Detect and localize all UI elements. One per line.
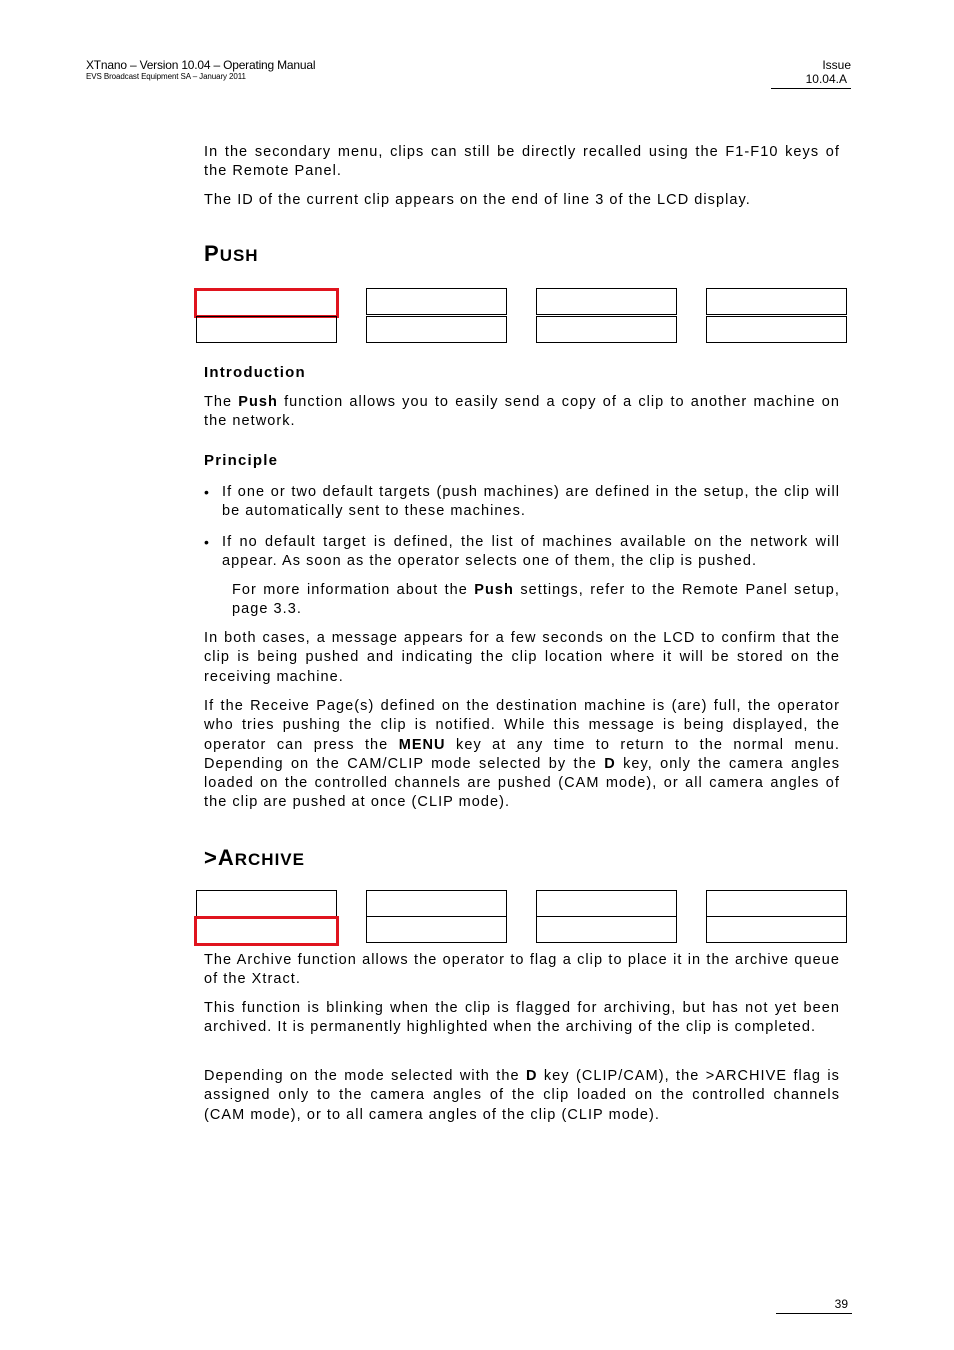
key-push-selected xyxy=(194,288,339,318)
key-r2c3 xyxy=(536,916,677,943)
key-archive-selected xyxy=(194,916,339,946)
receive-page-paragraph: If the Receive Page(s) defined on the destination machine is (are) full, the operator who tries pushing the clip is notified. While this message is being displayed, the operator can press the MENU key at any time to return to the normal menu. Depending on the CAM/CLIP mode selected by the D key, only the camera angles loaded on the controlled channels are pushed (CAM mode), or all camera angles of the clip are pushed at once (CLIP mode). xyxy=(204,698,840,811)
principle-subheading: Principle xyxy=(204,452,279,469)
bullet-item-1: • If one or two default targets (push machines) are defined in the setup, the clip will be automatically sent to these machines. xyxy=(204,484,840,520)
key-r1c4 xyxy=(706,288,847,315)
key-r2c2 xyxy=(366,316,507,343)
publisher-line: EVS Broadcast Equipment SA – January 2011 xyxy=(86,72,246,81)
bullet-icon: • xyxy=(204,534,209,550)
key-r1c1 xyxy=(196,890,337,917)
introduction-subheading: Introduction xyxy=(204,364,306,381)
document-header xyxy=(86,58,315,82)
issue-label: Issue xyxy=(822,58,851,72)
key-r2c3 xyxy=(536,316,677,343)
bullet-item-2: • If no default target is defined, the list of machines available on the network will appear. As soon as the operator selects one of them, the clip is pushed. xyxy=(204,534,840,570)
key-r2c1 xyxy=(196,316,337,343)
page-number: 39 xyxy=(776,1297,852,1314)
intro-paragraph-2: The ID of the current clip appears on the end of line 3 of the LCD display. xyxy=(204,192,751,208)
key-r2c4 xyxy=(706,916,847,943)
bullet-icon: • xyxy=(204,484,209,500)
issue-block xyxy=(771,58,851,89)
key-r1c2 xyxy=(366,288,507,315)
key-r2c4 xyxy=(706,316,847,343)
archive-paragraph-1: The Archive function allows the operator to flag a clip to place it in the archive queue of the Xtract. xyxy=(204,952,840,988)
key-r2c2 xyxy=(366,916,507,943)
issue-number: 10.04.A xyxy=(771,72,851,89)
more-info-paragraph: For more information about the Push settings, refer to the Remote Panel setup, page 3.3. xyxy=(232,582,840,618)
manual-title: XTnano – Version 10.04 – Operating Manual xyxy=(86,58,316,72)
intro-paragraph-1: In the secondary menu, clips can still be directly recalled using the F1-F10 keys of the Remote Panel. xyxy=(204,144,840,180)
archive-paragraph-2: This function is blinking when the clip is flagged for archiving, but has not yet been archived. It is permanently highlighted when the archiving of the clip is completed. xyxy=(204,1000,840,1036)
key-r1c3 xyxy=(536,890,677,917)
archive-heading: >ARCHIVE xyxy=(204,845,305,870)
introduction-paragraph: The Push function allows you to easily send a copy of a clip to another machine on the network. xyxy=(204,394,840,430)
both-cases-paragraph: In both cases, a message appears for a few seconds on the LCD to confirm that the clip is being pushed and indicating the clip location where it will be stored on the receiving machine. xyxy=(204,630,840,685)
key-r1c4 xyxy=(706,890,847,917)
push-heading: PUSH xyxy=(204,241,259,266)
archive-paragraph-3: Depending on the mode selected with the D key (CLIP/CAM), the >ARCHIVE flag is assigned only to the camera angles of the clip loaded on the controlled channels (CAM mode), or to all camera angles of the clip (CLIP mode). xyxy=(204,1068,840,1123)
key-r1c2 xyxy=(366,890,507,917)
key-r1c3 xyxy=(536,288,677,315)
